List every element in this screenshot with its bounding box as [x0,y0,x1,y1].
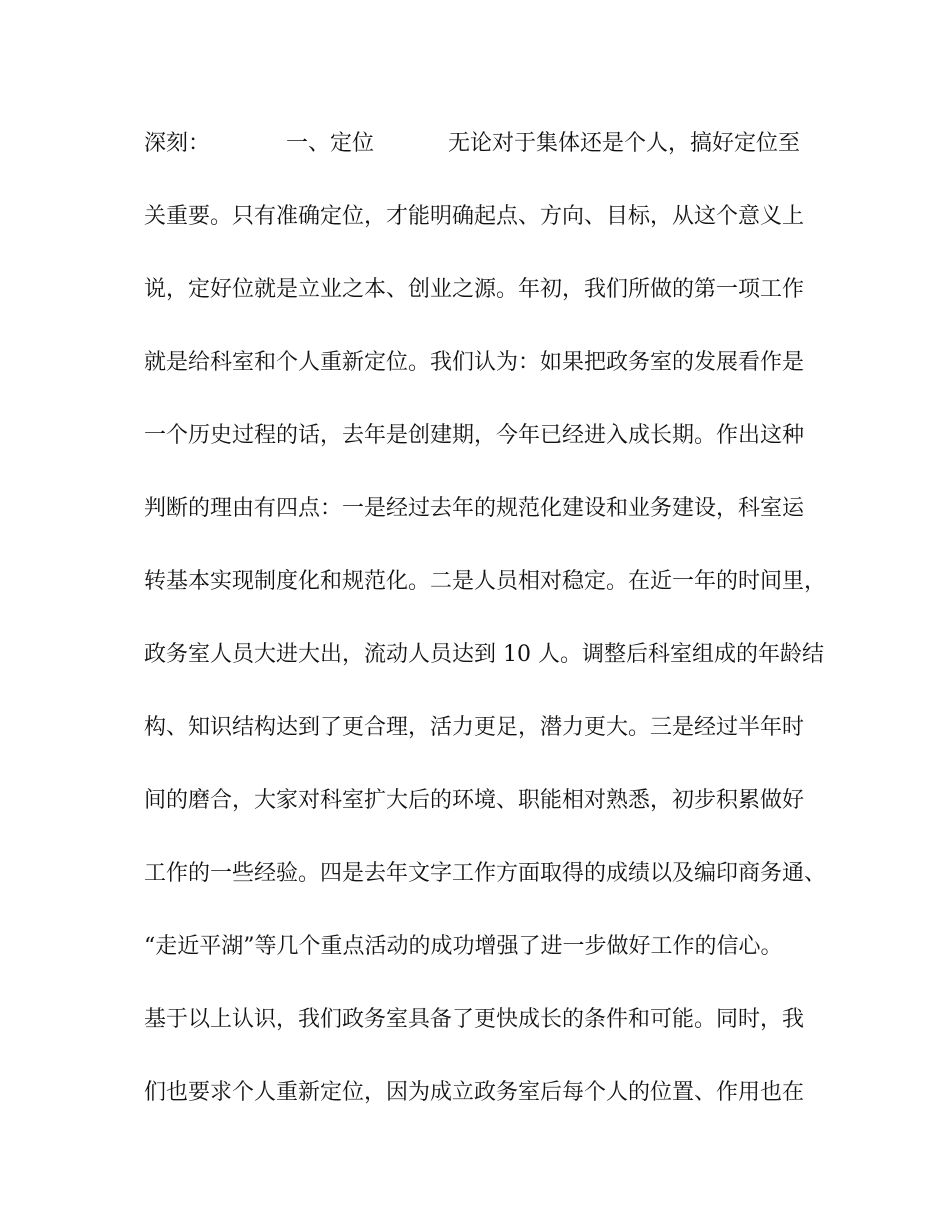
text-line: 政务室人员大进大出，流动人员达到 10 人。调整后科室组成的年龄结 [144,642,824,667]
text-line: 工作的一些经验。四是去年文字工作方面取得的成绩以及编印商务通、 [144,861,827,886]
text-line: 间的磨合，大家对科室扩大后的环境、职能相对熟悉，初步积累做好 [144,788,805,813]
lead-label: 深刻： [144,131,211,156]
text-line: 一个历史过程的话，去年是创建期，今年已经进入成长期。作出这种 [144,423,805,448]
text-line: “走近平湖”等几个重点活动的成功增强了进一步做好工作的信心。 [144,934,783,959]
text-line: 就是给科室和个人重新定位。我们认为：如果把政务室的发展看作是 [144,350,805,375]
body-text [144,126,827,1148]
text-line: 说，定好位就是立业之本、创业之源。年初，我们所做的第一项工作 [144,277,805,302]
text-segment: 无论对于集体还是个人，搞好定位至 [448,131,801,156]
text-line: 构、知识结构达到了更合理，活力更足，潜力更大。三是经过半年时 [144,715,805,740]
text-line: 们也要求个人重新定位，因为成立政务室后每个人的位置、作用也在 [144,1080,805,1105]
text-line [144,126,824,199]
section-heading: 一、定位 [286,131,375,156]
text-line: 基于以上认识，我们政务室具备了更快成长的条件和可能。同时，我 [144,1007,805,1032]
text-line: 转基本实现制度化和规范化。二是人员相对稳定。在近一年的时间里， [144,569,827,594]
text-line: 关重要。只有准确定位，才能明确起点、方向、目标，从这个意义上 [144,204,805,229]
text-line: 判断的理由有四点：一是经过去年的规范化建设和业务建设，科室运 [144,496,805,521]
